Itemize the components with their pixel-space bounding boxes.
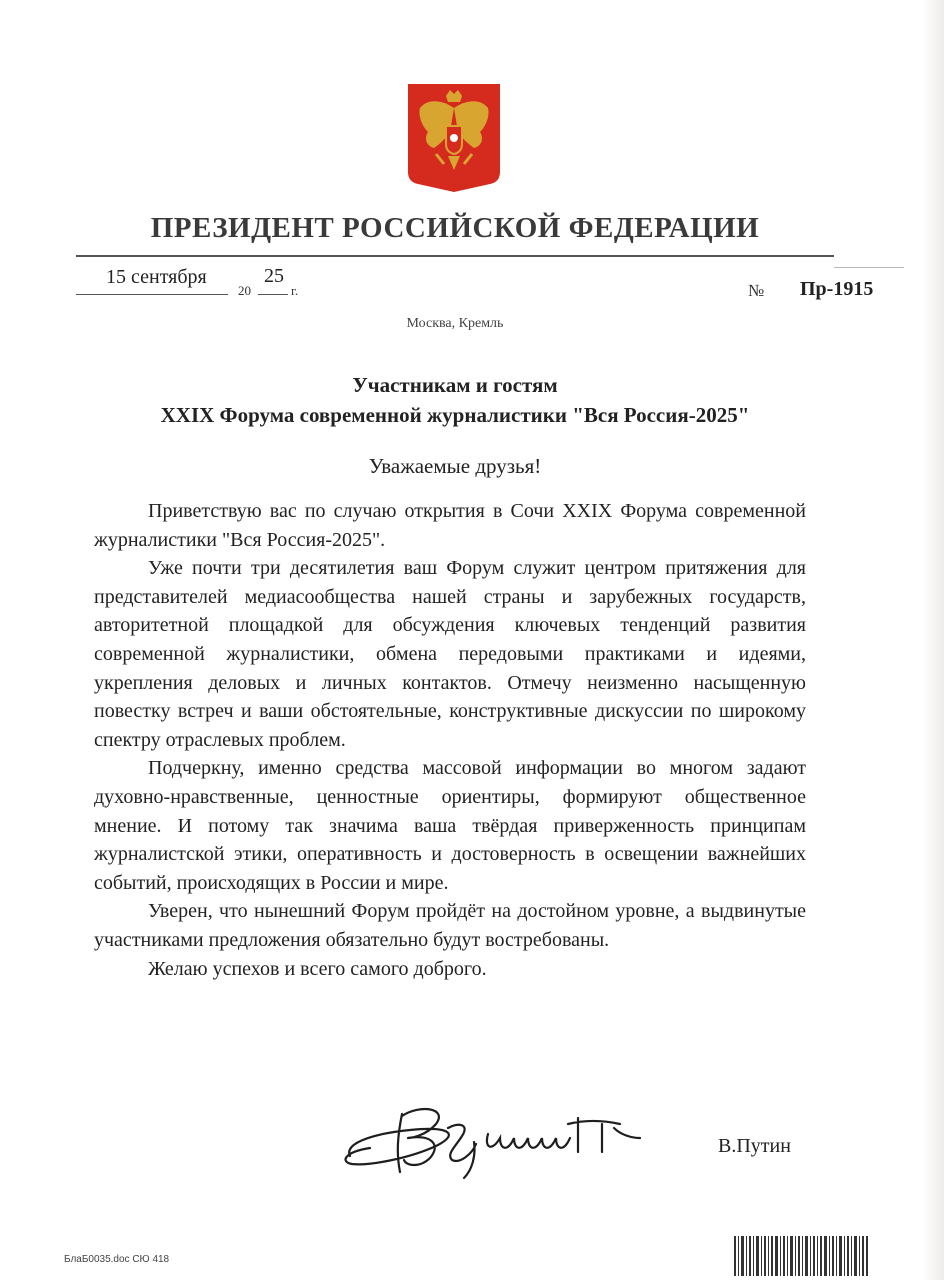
body-paragraph: Уже почти три десятилетия ваш Форум служит центром притяжения для представителей медиасообщества нашей страны и зарубежных государств, авторитетной площадкой для обсуждения ключевых тенденций развития современной журналистики, обмена передовыми практиками и идеями, укрепления деловых и личных контактов. Отмечу неизменно насыщенную повестку встреч и ваши обстоятельные, конструктивные дискуссии по широкому спектру отраслевых проблем. bbox=[94, 557, 806, 751]
year-underline bbox=[258, 294, 288, 295]
date-underline bbox=[76, 294, 228, 295]
addressee-line-2: XXIX Форума современной журналистики "Вся Россия-2025" bbox=[160, 403, 750, 427]
header-divider bbox=[76, 255, 834, 257]
year-prefix: 20 bbox=[238, 283, 251, 298]
signer-name: В.Путин bbox=[718, 1135, 791, 1157]
year-suffix: г. bbox=[291, 283, 299, 298]
body-paragraph: Уверен, что нынешний Форум пройдёт на достойном уровне, а выдвинутые участниками предложения обязательно будут востребованы. bbox=[94, 900, 806, 951]
coat-of-arms-icon bbox=[406, 82, 502, 194]
salutation: Уважаемые друзья! bbox=[368, 454, 542, 478]
body-paragraph: Желаю успехов и всего самого доброго. bbox=[148, 957, 487, 980]
letter-body bbox=[94, 497, 806, 983]
addressee-line-1: Участникам и гостям bbox=[352, 373, 558, 397]
document-year: 25 bbox=[264, 265, 284, 287]
header-title: ПРЕЗИДЕНТ РОССИЙСКОЙ ФЕДЕРАЦИИ bbox=[150, 212, 760, 244]
body-paragraph: Приветствую вас по случаю открытия в Сочи XXIX Форума современной журналистики "Вся Россия-2025". bbox=[94, 500, 806, 551]
addressee-block bbox=[0, 370, 910, 430]
barcode bbox=[722, 1218, 872, 1280]
document-place: Москва, Кремль bbox=[406, 316, 504, 331]
footer-file-ref: БлаБ0035.doc СЮ 418 bbox=[64, 1254, 170, 1265]
page-edge-shadow bbox=[922, 0, 944, 1280]
number-sign: № bbox=[748, 281, 765, 300]
barcode-icon bbox=[734, 1236, 870, 1276]
body-paragraph: Подчеркну, именно средства массовой информации во многом задают духовно-нравственные, ценностные ориентиры, формируют общественное мнение. И потому так значима ваша твёрдая приверженность принципам журналистской этики, оперативность и достоверность в освещении важнейших событий, происходящих в России и мире. bbox=[94, 757, 806, 894]
document-date: 15 сентября bbox=[106, 266, 207, 288]
document-number: Пр-1915 bbox=[800, 278, 874, 300]
header-divider-faint bbox=[834, 267, 904, 268]
handwritten-signature bbox=[340, 1094, 650, 1180]
